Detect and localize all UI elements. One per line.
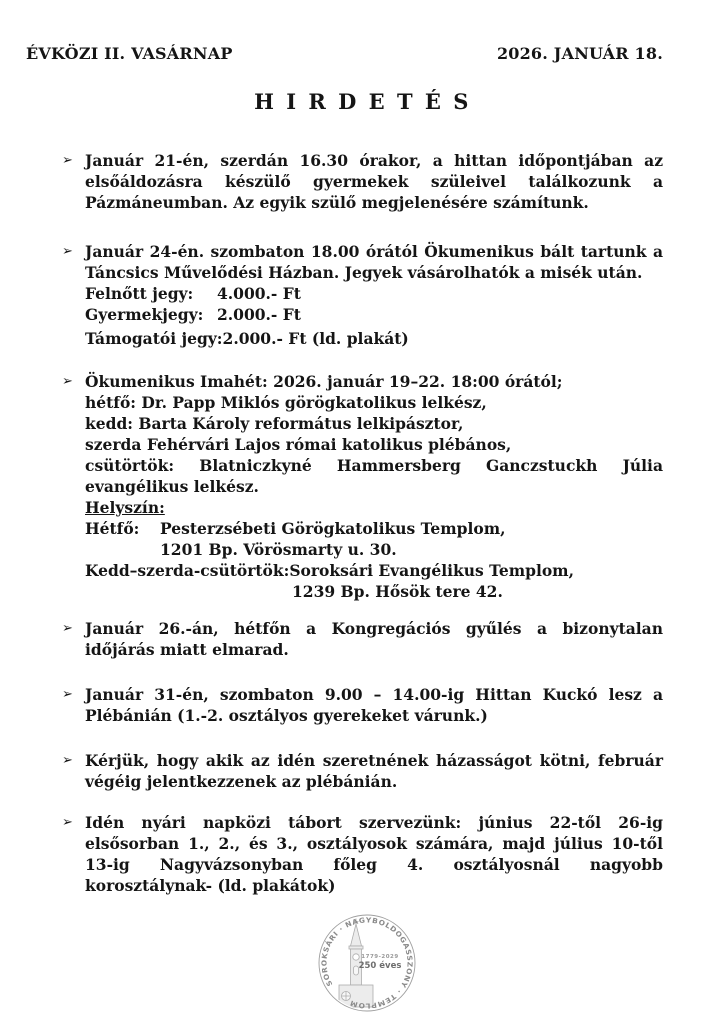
location-venue: Soroksári Evangélikus Templom,: [289, 561, 574, 580]
bullet-arrow-icon: ➢: [62, 153, 73, 168]
speaker-line: szerda Fehérvári Lajos római katolikus plébános,: [85, 435, 512, 454]
speaker-line: hétfő: Dr. Papp Miklós görögkatolikus lelkész,: [85, 393, 487, 412]
announcement-item-7: [62, 812, 663, 896]
announcement-item-6: [62, 750, 663, 792]
announcement-text: Idén nyári napközi tábort szervezünk: június 22-től 26-ig elsősorban 1., 2., és 3., osztályosok számára, majd július 10-től 13-ig Nagyvázsonyban főleg 4. osztályosnál nagyobb korosztálynak- (ld. plakátok): [85, 813, 663, 895]
speaker-line: kedd: Barta Károly református lelkipásztor,: [85, 414, 464, 433]
announcement-text: Ökumenikus Imahét: 2026. január 19–22. 18:00 órától;: [85, 372, 563, 391]
announcement-text: Január 24-én. szombaton 18.00 órától Ökumenikus bált tartunk a Táncsics Művelődési Házban. Jegyek vásárolhatók a misék után.: [85, 242, 663, 282]
ticket-price-value: 4.000.- Ft: [217, 284, 301, 303]
ticket-price-value: 2.000.- Ft (ld. plakát): [222, 329, 409, 348]
announcement-item-4: [62, 618, 663, 660]
speaker-line: csütörtök: Blatniczkyné Hammersberg Ganczstuckh Júlia evangélikus lelkész.: [85, 456, 663, 496]
announcement-item-5: [62, 684, 663, 726]
seal-ring-text: SOROKSÁRI · NAGYBOLDOGASSZONY · TEMPLOM: [320, 916, 414, 1010]
announcement-text: Január 26.-án, hétfőn a Kongregációs gyűlés a bizonytalan időjárás miatt elmarad.: [85, 619, 663, 659]
announcement-item-1: [62, 150, 663, 213]
page-title: H I R D E T É S: [254, 89, 471, 114]
location-venue: Pesterzsébeti Görögkatolikus Templom,: [160, 519, 506, 538]
tower-ledge: [349, 946, 363, 949]
location-row: [85, 560, 663, 581]
announcement-text: Január 31-én, szombaton 9.00 – 14.00-ig Hittan Kuckó lesz a Plébánián (1.-2. osztályos gyerekeket várunk.): [85, 685, 663, 725]
ticket-price-label: Gyermekjegy:: [85, 305, 204, 324]
document-header: [26, 44, 663, 63]
location-day-label: Hétfő:: [85, 519, 140, 538]
bullet-arrow-icon: ➢: [62, 815, 73, 830]
bullet-arrow-icon: ➢: [62, 374, 73, 389]
liturgical-day-label: ÉVKÖZI II. VASÁRNAP: [26, 44, 233, 63]
bullet-arrow-icon: ➢: [62, 687, 73, 702]
announcement-item-3: [62, 371, 663, 602]
location-row: [85, 518, 663, 539]
ticket-price-row: [85, 283, 663, 304]
location-address: 1239 Bp. Hősök tere 42.: [292, 582, 503, 601]
bullet-arrow-icon: ➢: [62, 244, 73, 259]
announcement-list: [62, 150, 663, 896]
location-address: 1201 Bp. Vörösmarty u. 30.: [160, 540, 397, 559]
tower-clock: [353, 954, 359, 960]
church-anniversary-seal: [312, 908, 422, 1018]
seal-years: 1779-2029: [361, 954, 399, 960]
ticket-price-value: 2.000.- Ft: [217, 305, 301, 324]
ticket-price-row: [85, 328, 663, 349]
announcement-text: Január 21-én, szerdán 16.30 órakor, a hittan időpontjában az elsőáldozásra készülő gyermekek szüleivel találkozunk a Pázmáneumban. Az egyik szülő megjelenésére számítunk.: [85, 151, 663, 212]
ticket-price-label: Felnőtt jegy:: [85, 284, 194, 303]
location-day-label: Kedd–szerda-csütörtök:: [85, 561, 290, 580]
seal-age-label: 250 éves: [358, 961, 402, 971]
announcement-item-2: [62, 241, 663, 349]
location-heading: [85, 497, 663, 518]
location-heading-label: Helyszín:: [85, 498, 165, 517]
bullet-arrow-icon: ➢: [62, 621, 73, 636]
document-date: 2026. JANUÁR 18.: [496, 44, 663, 63]
ticket-price-row: [85, 304, 663, 325]
ticket-price-label: Támogatói jegy:: [85, 329, 223, 348]
bullet-arrow-icon: ➢: [62, 753, 73, 768]
announcement-text: Kérjük, hogy akik az idén szeretnének házasságot kötni, február végéig jelentkezzenek az plébánián.: [85, 751, 663, 791]
